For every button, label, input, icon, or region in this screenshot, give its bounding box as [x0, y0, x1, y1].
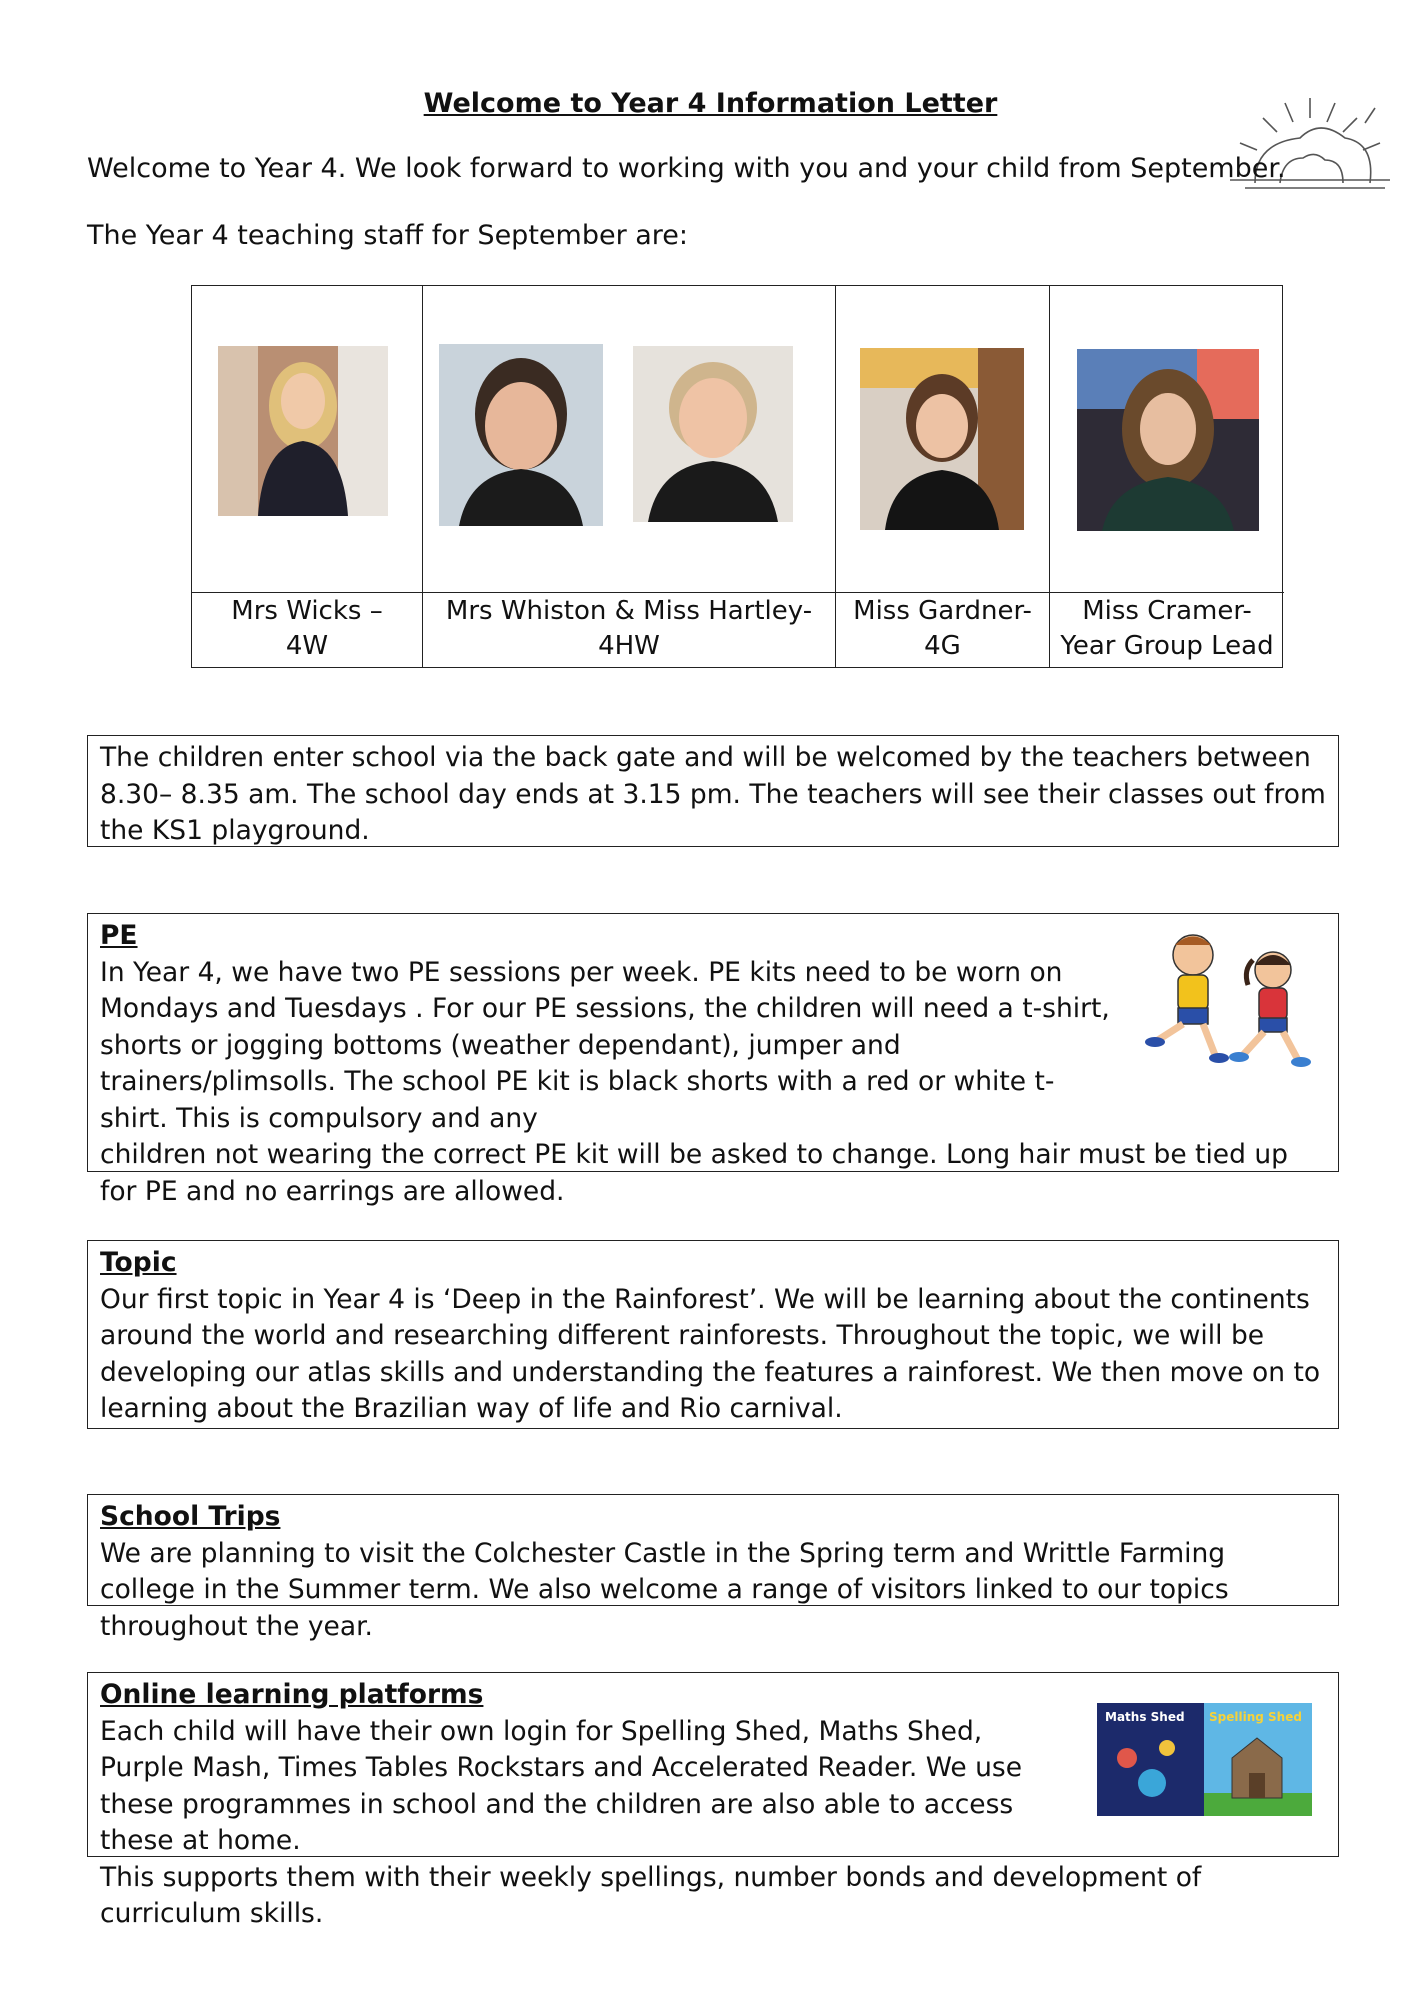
- school-trips-heading: School Trips: [100, 1501, 281, 1532]
- staff-cell-cramer: [1050, 286, 1284, 667]
- online-learning-box: [87, 1672, 1339, 1929]
- pe-text: In Year 4, we have two PE sessions per week. PE kits need to be worn on Mondays and Tuesdays . For our PE sessions, the children will need a t-shirt, shorts or jogging bottoms (weather dependant), jumper and trainers/plimsolls. The school PE kit is black shorts with a red or white t-shirt. This is compulsory and any: [100, 956, 1110, 1134]
- staff-intro-text: The Year 4 teaching staff for September are:: [87, 220, 689, 251]
- staff-name-whiston-hartley: Mrs Whiston & Miss Hartley-: [445, 596, 813, 626]
- maths-shed-label: Maths Shed: [1105, 1710, 1185, 1724]
- pe-heading: PE: [100, 920, 138, 951]
- staff-name-wicks: Mrs Wicks –: [231, 596, 383, 626]
- staff-cell-gardner: [836, 286, 1050, 667]
- school-logo-sun-icon: [1225, 88, 1395, 203]
- maths-spelling-shed-image: [1097, 1703, 1312, 1816]
- staff-cell-wicks: [192, 286, 423, 667]
- school-trips-box: [87, 1494, 1339, 1642]
- staff-photo-hartley: [633, 346, 793, 522]
- staff-class-whiston-hartley: 4HW: [598, 631, 660, 661]
- staff-photo-gardner: [860, 348, 1024, 530]
- spelling-shed-label: Spelling Shed: [1209, 1710, 1302, 1724]
- staff-photo-wicks: [218, 346, 388, 516]
- staff-cell-whiston-hartley: [423, 286, 836, 667]
- online-learning-text: Each child will have their own login for Spelling Shed, Maths Shed, Purple Mash, Times Tables Rockstars and Accelerated Reader. We use these programmes in school and the children are also able to access these at home.: [100, 1715, 1023, 1856]
- topic-text: Our first topic in Year 4 is ‘Deep in the Rainforest’. We will be learning about the continents around the world and researching different rainforests. Throughout the topic, we will be developing our atlas skills and understanding the features a rainforest. We then move on to learning about the Brazilian way of life and Rio carnival.: [100, 1283, 1321, 1424]
- arrival-text: The children enter school via the back gate and will be welcomed by the teachers between 8.30– 8.35 am. The school day ends at 3.15 pm. The teachers will see their classes out from the KS1 playground.: [100, 742, 1326, 846]
- staff-table: [191, 285, 1283, 668]
- topic-heading: Topic: [100, 1247, 177, 1278]
- staff-name-cramer: Miss Cramer-: [1082, 596, 1252, 626]
- pe-text-continued: children not wearing the correct PE kit will be asked to change. Long hair must be tied up for PE and no earrings are allowed.: [100, 1139, 1288, 1207]
- staff-photo-whiston: [439, 344, 603, 526]
- online-learning-heading: Online learning platforms: [100, 1679, 484, 1710]
- running-children-icon: [1133, 930, 1318, 1070]
- online-learning-text-continued: This supports them with their weekly spellings, number bonds and development of curriculum skills.: [100, 1861, 1202, 1929]
- topic-info-box: [87, 1240, 1339, 1429]
- intro-text: Welcome to Year 4. We look forward to working with you and your child from September.: [87, 153, 1286, 184]
- staff-class-gardner: 4G: [924, 631, 961, 661]
- pe-info-box: [87, 913, 1339, 1207]
- staff-photo-cramer: [1077, 349, 1259, 531]
- staff-name-gardner: Miss Gardner-: [853, 596, 1032, 626]
- page-title: Welcome to Year 4 Information Letter: [423, 88, 998, 119]
- staff-class-cramer: Year Group Lead: [1060, 631, 1274, 661]
- arrival-info-box: [87, 735, 1339, 847]
- school-trips-text: We are planning to visit the Colchester Castle in the Spring term and Writtle Farming college in the Summer term. We also welcome a range of visitors linked to our topics throughout the year.: [100, 1537, 1229, 1642]
- staff-class-wicks: 4W: [285, 631, 329, 661]
